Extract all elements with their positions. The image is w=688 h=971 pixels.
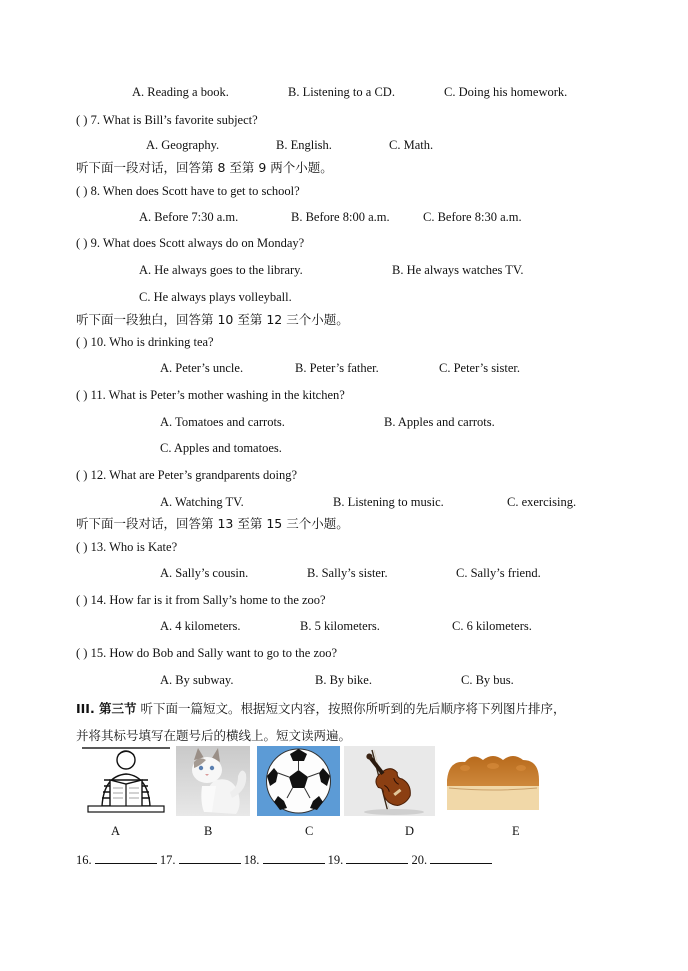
- q13-option-a: A. Sally’s cousin.: [160, 566, 249, 580]
- q11-option-b: B. Apples and carrots.: [384, 415, 495, 429]
- q9-option-c: C. He always plays volleyball.: [139, 290, 292, 304]
- answer-18-label: 18.: [243, 853, 260, 867]
- q14-option-a: A. 4 kilometers.: [160, 619, 241, 633]
- q9-option-a: A. He always goes to the library.: [139, 263, 303, 277]
- q13-stem: ( ) 13. Who is Kate?: [76, 540, 178, 554]
- picture-d-label: D: [405, 824, 415, 838]
- q10-option-c: C. Peter’s sister.: [439, 361, 521, 375]
- q15-option-b: B. By bike.: [315, 673, 372, 687]
- answer-20-blank[interactable]: [430, 851, 492, 864]
- q7-option-b: B. English.: [276, 138, 332, 152]
- picture-c: [257, 746, 340, 816]
- picture-b-label: B: [204, 824, 213, 838]
- cat-icon: [176, 746, 250, 816]
- q10-option-a: A. Peter’s uncle.: [160, 361, 244, 375]
- section-3-text-1: 听下面一篇短文。根据短文内容，按照你所听到的先后顺序将下列图片排序，: [136, 701, 566, 716]
- picture-e-label: E: [512, 824, 520, 838]
- answer-16-label: 16.: [76, 853, 92, 867]
- section-3-text-2: 并将其标号填写在题号后的横线上。短文读两遍。: [76, 728, 352, 743]
- answer-16-blank[interactable]: [95, 851, 157, 864]
- q6-option-c: C. Doing his homework.: [444, 85, 568, 99]
- q13-option-b: B. Sally’s sister.: [307, 566, 388, 580]
- q15-option-c: C. By bus.: [461, 673, 514, 687]
- q7-option-c: C. Math.: [389, 138, 434, 152]
- q12-stem: ( ) 12. What are Peter’s grandparents doing?: [76, 468, 297, 482]
- answer-blanks-row: [76, 851, 492, 868]
- q8-option-b: B. Before 8:00 a.m.: [291, 210, 390, 224]
- answer-19-label: 19.: [327, 853, 344, 867]
- picture-a: [82, 746, 170, 816]
- picture-d: [344, 746, 435, 816]
- picture-b: [176, 746, 250, 816]
- q14-stem: ( ) 14. How far is it from Sally’s home to the zoo?: [76, 593, 326, 607]
- picture-c-label: C: [305, 824, 314, 838]
- bread-icon: [437, 746, 547, 816]
- q14-option-b: B. 5 kilometers.: [300, 619, 380, 633]
- q11-option-a: A. Tomatoes and carrots.: [160, 415, 285, 429]
- section-3-heading: [76, 699, 566, 717]
- q15-stem: ( ) 15. How do Bob and Sally want to go to the zoo?: [76, 646, 338, 660]
- q10-option-b: B. Peter’s father.: [295, 361, 379, 375]
- q8-option-c: C. Before 8:30 a.m.: [423, 210, 522, 224]
- violin-icon: [344, 746, 435, 816]
- q6-option-b: B. Listening to a CD.: [288, 85, 395, 99]
- intro-13-15: 听下面一段对话，回答第 13 至第 15 三个小题。: [76, 516, 349, 531]
- answer-18-blank[interactable]: [263, 851, 325, 864]
- q10-stem: ( ) 10. Who is drinking tea?: [76, 335, 214, 349]
- picture-e: [437, 746, 547, 816]
- q8-stem: ( ) 8. When does Scott have to get to school?: [76, 184, 300, 198]
- intro-8-9: 听下面一段对话，回答第 8 至第 9 两个小题。: [76, 160, 333, 175]
- q12-option-a: A. Watching TV.: [160, 495, 244, 509]
- answer-17-blank[interactable]: [179, 851, 241, 864]
- q9-stem: ( ) 9. What does Scott always do on Monday?: [76, 236, 305, 250]
- reading-person-icon: [82, 746, 170, 816]
- q13-option-c: C. Sally’s friend.: [456, 566, 541, 580]
- q12-option-b: B. Listening to music.: [333, 495, 444, 509]
- section-3-label: III. 第三节: [76, 701, 137, 716]
- answer-17-label: 17.: [159, 853, 176, 867]
- picture-a-label: A: [111, 824, 121, 838]
- answer-19-blank[interactable]: [346, 851, 408, 864]
- q6-option-a: A. Reading a book.: [132, 85, 229, 99]
- q8-option-a: A. Before 7:30 a.m.: [139, 210, 239, 224]
- q15-option-a: A. By subway.: [160, 673, 234, 687]
- intro-10-12: 听下面一段独白，回答第 10 至第 12 三个小题。: [76, 312, 349, 327]
- q14-option-c: C. 6 kilometers.: [452, 619, 532, 633]
- q11-option-c: C. Apples and tomatoes.: [160, 441, 282, 455]
- soccer-ball-icon: [257, 746, 340, 816]
- answer-20-label: 20.: [411, 853, 428, 867]
- q7-option-a: A. Geography.: [146, 138, 220, 152]
- q7-stem: ( ) 7. What is Bill’s favorite subject?: [76, 113, 258, 127]
- q12-option-c: C. exercising.: [507, 495, 577, 509]
- q9-option-b: B. He always watches TV.: [392, 263, 524, 277]
- q11-stem: ( ) 11. What is Peter’s mother washing in the kitchen?: [76, 388, 345, 402]
